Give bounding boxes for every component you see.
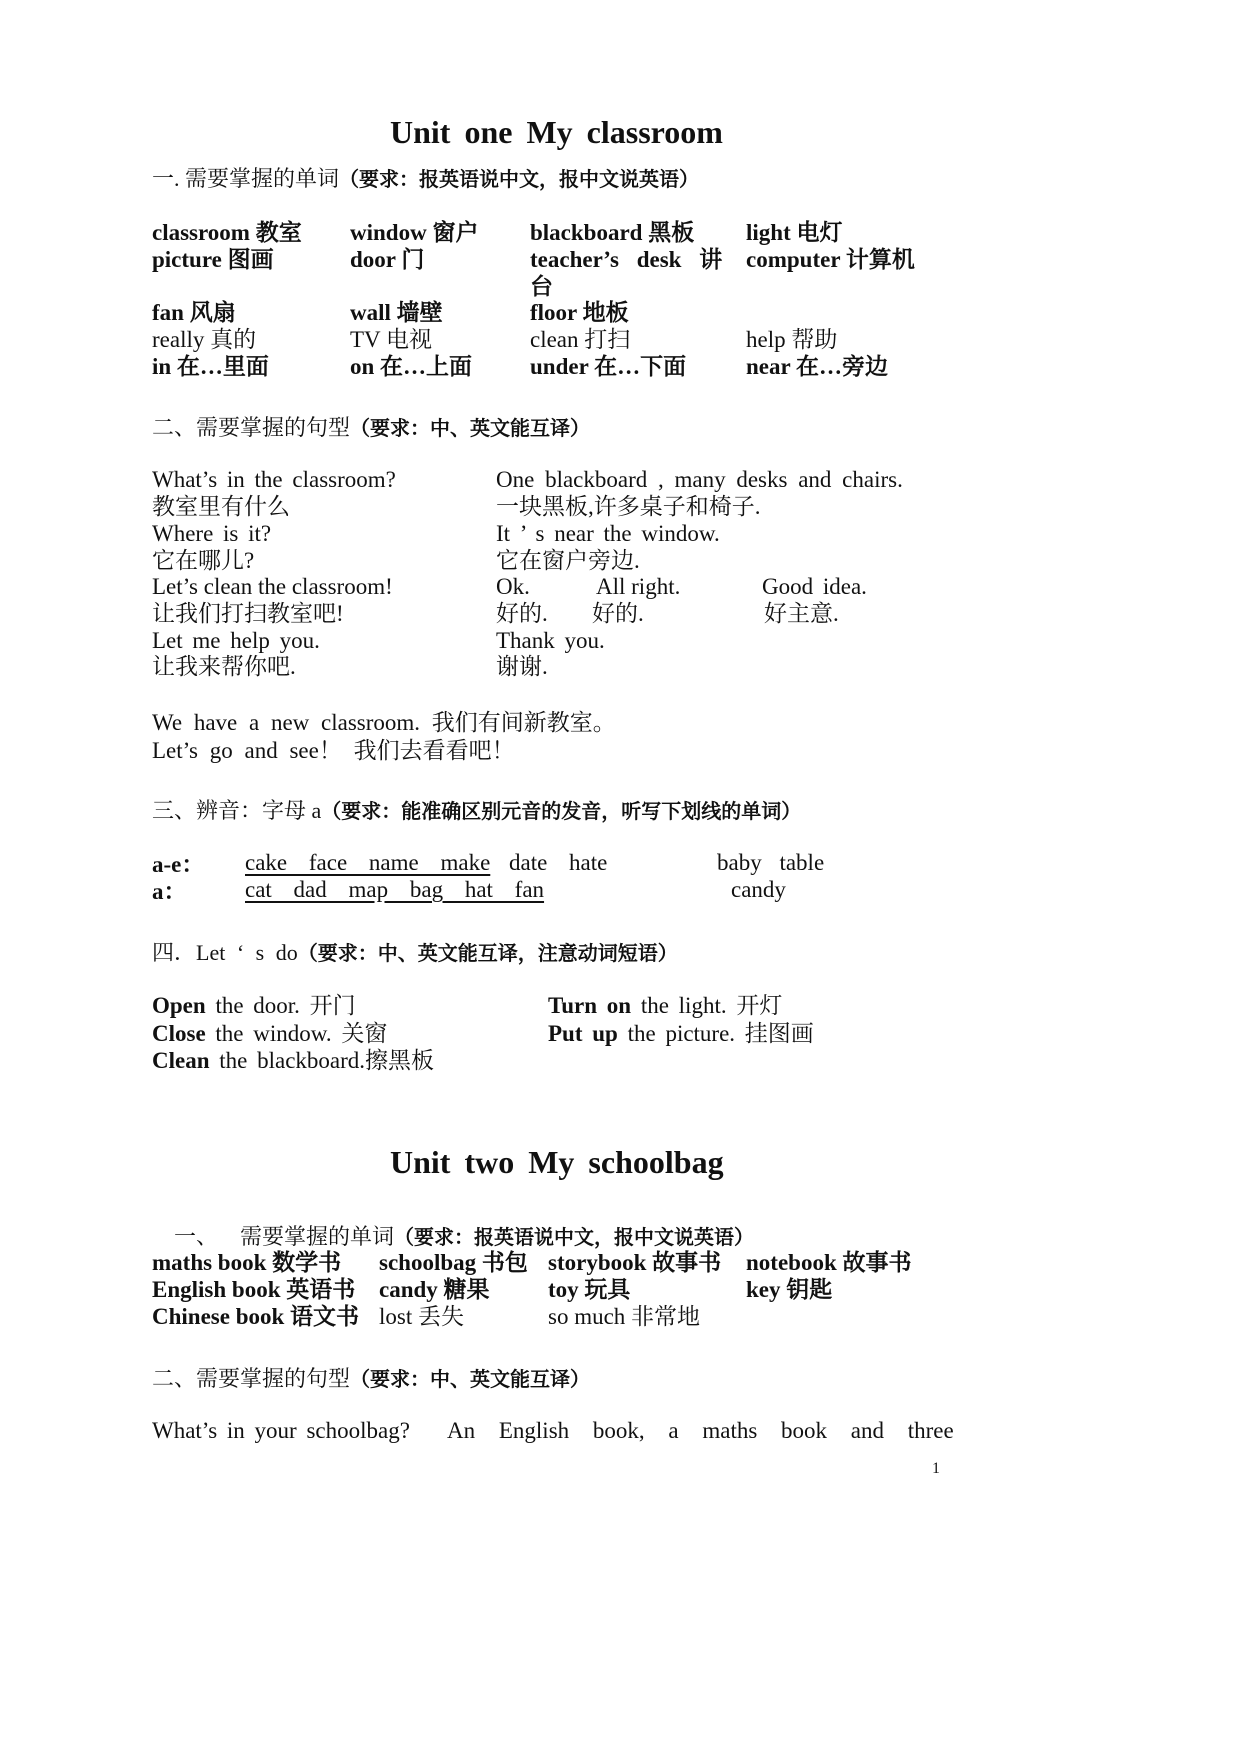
sentence-answer: 好主意. <box>764 601 839 626</box>
sentence-answer: One blackboard , many desks and chairs. <box>496 467 903 492</box>
vocab-cell: near 在…旁边 <box>746 354 889 379</box>
sentence-answer: It ’ s near the window. <box>496 521 720 546</box>
unit1-title: Unit one My classroom <box>390 114 723 150</box>
vocab-cell: lost 丢失 <box>379 1304 464 1329</box>
vocab-cell: English book 英语书 <box>152 1277 356 1302</box>
sentence-answer: Ok. <box>496 574 530 599</box>
sentence-answer: 好的. <box>592 601 644 626</box>
vocab-cell: clean 打扫 <box>530 327 631 352</box>
phonics-extra-words: baby table <box>717 850 825 875</box>
sentence-answer: Thank you. <box>496 628 605 653</box>
unit1-section4-heading: 四．Let ‘ s do（要求：中、英文能互译，注意动词短语） <box>152 940 678 965</box>
sentence-question: What’s in your schoolbag? <box>152 1418 410 1443</box>
sentence-question: Let me help you. <box>152 628 320 653</box>
letsdo-item: Close the window. 关窗 <box>152 1021 388 1046</box>
unit1-section1-heading: 一. 需要掌握的单词（要求：报英语说中文，报中文说英语） <box>152 166 700 191</box>
vocab-cell: schoolbag 书包 <box>379 1250 528 1275</box>
sentence-answer: 它在窗户旁边. <box>496 548 640 573</box>
sentence-question: 它在哪儿? <box>152 548 255 573</box>
vocab-cell: door 门 <box>350 247 425 272</box>
phonics-extra-words: candy <box>731 877 786 902</box>
letsdo-item: Put up the picture. 挂图画 <box>548 1021 814 1046</box>
vocab-cell: so much 非常地 <box>548 1304 701 1329</box>
vocab-cell: key 钥匙 <box>746 1277 833 1302</box>
phonics-label: a： <box>152 879 187 904</box>
vocab-cell: computer 计算机 <box>746 247 915 272</box>
vocab-cell: help 帮助 <box>746 327 838 352</box>
sentence-answer: 一块黑板,许多桌子和椅子. <box>496 494 761 519</box>
phonics-label: a-e： <box>152 852 205 877</box>
letsdo-item: Turn on the light. 开灯 <box>548 993 783 1018</box>
vocab-cell: 台 <box>530 274 553 299</box>
sentence-answer: 谢谢. <box>496 654 548 679</box>
unit1-section3-heading: 三、辨音：字母 a（要求：能准确区别元音的发音，听写下划线的单词） <box>152 798 802 823</box>
sentence-answer: An English book, a maths book and three <box>447 1418 954 1443</box>
vocab-cell: storybook 故事书 <box>548 1250 722 1275</box>
sentence-answer: All right. <box>596 574 681 599</box>
letsdo-item: Open the door. 开门 <box>152 993 356 1018</box>
vocab-cell: in 在…里面 <box>152 354 269 379</box>
vocab-cell: floor 地板 <box>530 300 629 325</box>
vocab-cell: fan 风扇 <box>152 300 236 325</box>
page-number: 1 <box>932 1460 940 1477</box>
vocab-cell: teacher’s desk 讲 <box>530 247 723 272</box>
sentence-question: 让我们打扫教室吧! <box>152 601 344 626</box>
vocab-cell: notebook 故事书 <box>746 1250 912 1275</box>
sentence-answer: 好的. <box>496 601 548 626</box>
letsdo-item: Clean the blackboard.擦黑板 <box>152 1048 435 1073</box>
vocab-cell: maths book 数学书 <box>152 1250 342 1275</box>
phonics-words: date hate <box>509 850 608 875</box>
phonics-underlined-words: cat dad map bag hat fan <box>245 877 545 902</box>
vocab-cell: wall 墙壁 <box>350 300 443 325</box>
vocab-cell: picture 图画 <box>152 247 274 272</box>
vocab-cell: under 在…下面 <box>530 354 687 379</box>
vocab-cell: light 电灯 <box>746 220 843 245</box>
sentence-answer: Good idea. <box>762 574 867 599</box>
extra-sentence: Let’s go and see！ 我们去看看吧！ <box>152 738 515 763</box>
vocab-cell: TV 电视 <box>350 327 432 352</box>
phonics-underlined-words: cake face name make <box>245 850 491 875</box>
unit2-title: Unit two My schoolbag <box>390 1144 724 1180</box>
vocab-cell: window 窗户 <box>350 220 479 245</box>
unit1-section2-heading: 二、需要掌握的句型（要求：中、英文能互译） <box>152 415 591 440</box>
vocab-cell: on 在…上面 <box>350 354 473 379</box>
sentence-question: 让我来帮你吧. <box>152 654 296 679</box>
vocab-cell: Chinese book 语文书 <box>152 1304 360 1329</box>
vocab-cell: toy 玩具 <box>548 1277 631 1302</box>
unit2-section2-heading: 二、需要掌握的句型（要求：中、英文能互译） <box>152 1366 591 1391</box>
vocab-cell: candy 糖果 <box>379 1277 490 1302</box>
vocab-cell: blackboard 黑板 <box>530 220 695 245</box>
unit2-section1-heading: 一、 需要掌握的单词（要求：报英语说中文，报中文说英语） <box>174 1224 755 1249</box>
extra-sentence: We have a new classroom. 我们有间新教室。 <box>152 710 616 735</box>
vocab-cell: really 真的 <box>152 327 257 352</box>
sentence-question: 教室里有什么 <box>152 494 290 519</box>
sentence-question: Let’s clean the classroom! <box>152 574 393 599</box>
sentence-question: Where is it? <box>152 521 272 546</box>
sentence-question: What’s in the classroom? <box>152 467 396 492</box>
vocab-cell: classroom 教室 <box>152 220 302 245</box>
